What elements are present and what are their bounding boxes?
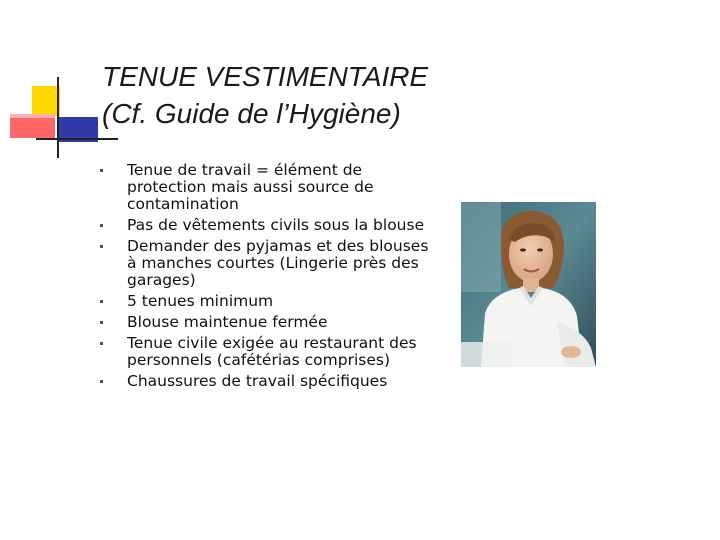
bullet-item <box>100 293 440 310</box>
woman-in-white-blouse-photo <box>461 202 596 367</box>
square-bullet-icon <box>100 224 103 227</box>
bullet-item <box>100 314 440 331</box>
square-bullet-icon <box>100 321 103 324</box>
bullet-item <box>100 162 440 213</box>
square-bullet-icon <box>100 342 103 345</box>
slide-title-line-2: (Cf. Guide de l’Hygiène) <box>102 98 401 129</box>
bullet-text: 5 tenues minimum <box>127 292 274 310</box>
bullet-text: Demander des pyjamas et des blouses à manches courtes (Lingerie près des garages) <box>127 237 429 289</box>
photo-table-paper <box>461 342 511 367</box>
bullet-text: Chaussures de travail spécifiques <box>127 372 388 390</box>
square-bullet-icon <box>100 169 103 172</box>
deco-pink-bar <box>10 114 55 118</box>
bullet-item <box>100 217 440 234</box>
photo-eye-right <box>537 248 543 251</box>
slide-title <box>102 58 428 132</box>
bullet-item <box>100 373 440 390</box>
photo-hand <box>561 346 581 358</box>
square-bullet-icon <box>100 245 103 248</box>
square-bullet-icon <box>100 300 103 303</box>
slide-title-line-1: TENUE VESTIMENTAIRE <box>102 61 429 92</box>
square-bullet-icon <box>100 380 103 383</box>
bullet-item <box>100 335 440 369</box>
deco-yellow-square <box>32 86 60 116</box>
bullet-text: Tenue civile exigée au restaurant des personnels (cafétérias comprises) <box>127 334 417 369</box>
bullet-item <box>100 238 440 289</box>
bullet-list <box>100 162 440 394</box>
photo-eye-left <box>520 248 526 251</box>
deco-red-bar <box>10 116 55 138</box>
bullet-text: Tenue de travail = élément de protection mais aussi source de contamination <box>127 161 374 213</box>
bullet-text: Pas de vêtements civils sous la blouse <box>127 216 425 234</box>
bullet-text: Blouse maintenue fermée <box>127 313 328 331</box>
photo-window-light <box>461 202 501 292</box>
